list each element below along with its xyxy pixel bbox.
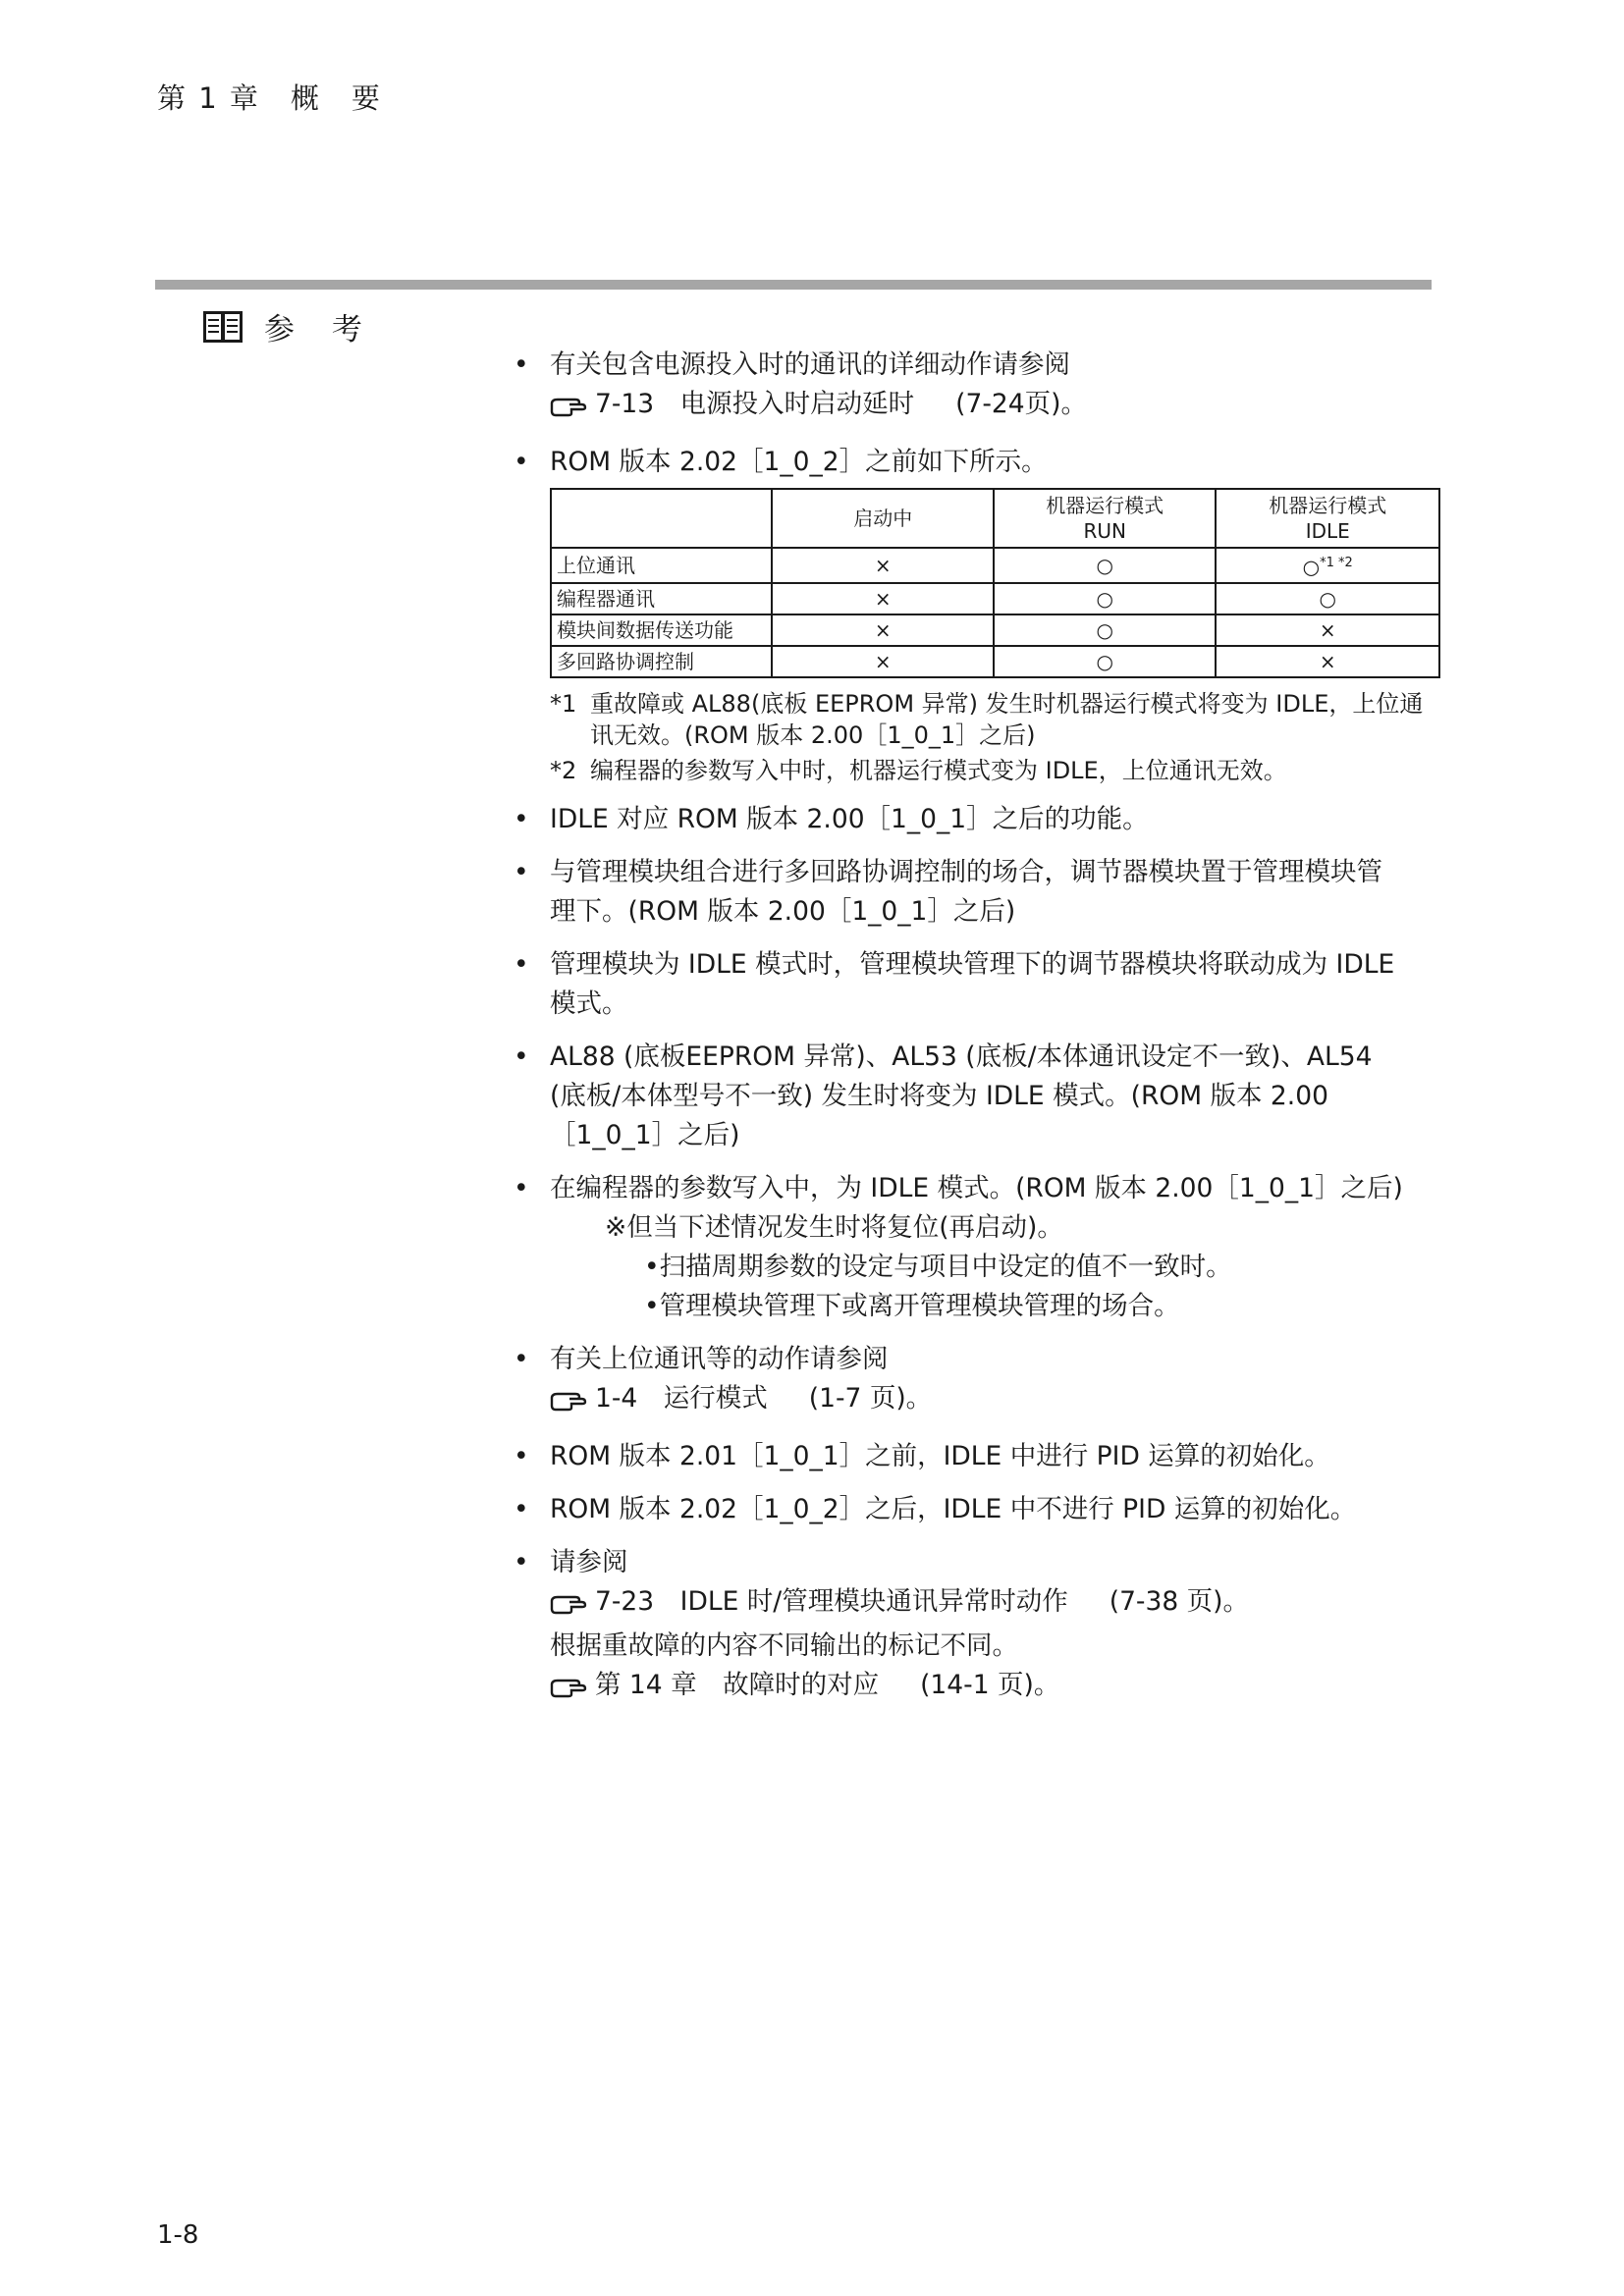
list-item: • AL88 (底板EEPROM 异常)、AL53 (底板/本体通讯设定不一致)、AL54 (底板/本体型号不一致) 发生时将变为 IDLE 模式。(ROM 版本 2.00 ［1_0_1］之后) xyxy=(511,1038,1438,1155)
pointing-hand-icon xyxy=(550,1589,589,1615)
footnote: *2 编程器的参数写入中时，机器运行模式变为 IDLE，上位通讯无效。 xyxy=(550,756,1287,784)
bullet: • xyxy=(514,1343,529,1374)
header-cell: 启动中 xyxy=(772,489,993,548)
list-item: • IDLE 对应 ROM 版本 2.00［1_0_1］之后的功能。 xyxy=(511,800,1438,839)
list-item: • 管理模块为 IDLE 模式时，管理模块管理下的调节器模块将联动成为 IDLE 模式。 xyxy=(511,945,1438,1024)
bullet: • xyxy=(514,1493,529,1524)
section-divider xyxy=(155,280,1432,290)
bullet: • xyxy=(514,1546,529,1577)
footnote: *1 重故障或 AL88(底板 EEPROM 异常) 发生时机器运行模式将变为 IDLE，上位通 讯无效。(ROM 版本 2.00［1_0_1］之后) xyxy=(550,689,1424,749)
table-row: 编程器通讯 × ○ ○ xyxy=(551,583,1439,614)
list-item: • 有关包含电源投入时的通讯的详细动作请参阅 7-13 电源投入时启动延时 (7-24页)。 xyxy=(511,346,1438,429)
table-row: 模块间数据传送功能 × ○ × xyxy=(551,614,1439,646)
page-number: 1-8 xyxy=(157,2220,199,2250)
list-item: • ROM 版本 2.02［1_0_2］之后，IDLE 中不进行 PID 运算的初始化。 xyxy=(511,1490,1438,1529)
table-row: 多回路协调控制 × ○ × xyxy=(551,646,1439,677)
bullet: • xyxy=(514,1172,529,1203)
book-icon xyxy=(201,308,244,346)
cross-reference[interactable]: 1-4 运行模式 (1-7 页)。 xyxy=(550,1379,1438,1423)
header-cell: 机器运行模式 RUN xyxy=(994,489,1217,548)
list-item: • 有关上位通讯等的动作请参阅 1-4 运行模式 (1-7 页)。 xyxy=(511,1340,1438,1423)
bullet: • xyxy=(514,856,529,887)
bullet: • xyxy=(514,447,529,477)
chapter-title: 第 1 章 概 要 xyxy=(157,81,382,115)
pointing-hand-icon xyxy=(550,1386,589,1412)
bullet: • xyxy=(514,1440,529,1471)
pointing-hand-icon xyxy=(550,1673,589,1698)
table-footnotes xyxy=(550,688,1438,786)
cross-reference[interactable]: 7-13 电源投入时启动延时 (7-24页)。 xyxy=(550,385,1438,429)
bullet: • xyxy=(514,1041,529,1072)
table-row: 上位通讯 × ○ ○$^{*1 *2}$ xyxy=(551,548,1439,583)
pointing-hand-icon xyxy=(550,392,589,417)
footnote-marks: *1 *2 xyxy=(1320,556,1353,570)
list-item: • 在编程器的参数写入中，为 IDLE 模式。(ROM 版本 2.00［1_0_1］之后) ※但当下述情况发生时将复位(再启动)。 •扫描周期参数的设定与项目中设定的值不一致时。 •管理模块管理下或离开管理模块管理的场合。 xyxy=(511,1169,1438,1326)
reference-heading xyxy=(201,304,376,348)
list-item: • 请参阅 7-23 IDLE 时/管理模块通讯异常时动作 (7-38 页)。 根据重故障的内容不同输出的标记不同。 第 14 章 故障时的对应 (14-1 页)。 xyxy=(511,1543,1438,1710)
reference-content xyxy=(511,346,1438,1724)
operation-mode-table xyxy=(550,488,1440,678)
table-header-row xyxy=(551,489,1439,548)
bullet: • xyxy=(514,948,529,980)
bullet: • xyxy=(514,349,529,380)
cross-reference[interactable]: 第 14 章 故障时的对应 (14-1 页)。 xyxy=(550,1666,1438,1710)
cross-reference[interactable]: 7-23 IDLE 时/管理模块通讯异常时动作 (7-38 页)。 xyxy=(550,1582,1438,1627)
list-item: • ROM 版本 2.01［1_0_1］之前，IDLE 中进行 PID 运算的初始化。 xyxy=(511,1437,1438,1476)
header-cell: 机器运行模式 IDLE xyxy=(1216,489,1439,548)
bullet: • xyxy=(514,803,529,834)
list-item: • 与管理模块组合进行多回路协调控制的场合，调节器模块置于管理模块管 理下。(ROM 版本 2.00［1_0_1］之后) xyxy=(511,853,1438,932)
list-item: • ROM 版本 2.02［1_0_2］之前如下所示。 启动中 机器运行模式 RUN 机器运行模式 IDLE 上位通讯 × ○ ○$^{*1 *2}$ 编程器通讯 × ○ ○ 模块间数据传送功能 × ○ × 多回路协调控制 × ○ × *1 重故障或 AL88(底板 EEPROM 异常) 发生时机器运行模式将变为 IDLE，上位通 讯无效。(ROM 版本 2.00［1_0_1］之后) *2 编程器的参数写入中时，机器运行模式变为 IDLE，上位通讯无效。 xyxy=(511,443,1438,786)
reference-label: 参 考 xyxy=(264,312,376,347)
